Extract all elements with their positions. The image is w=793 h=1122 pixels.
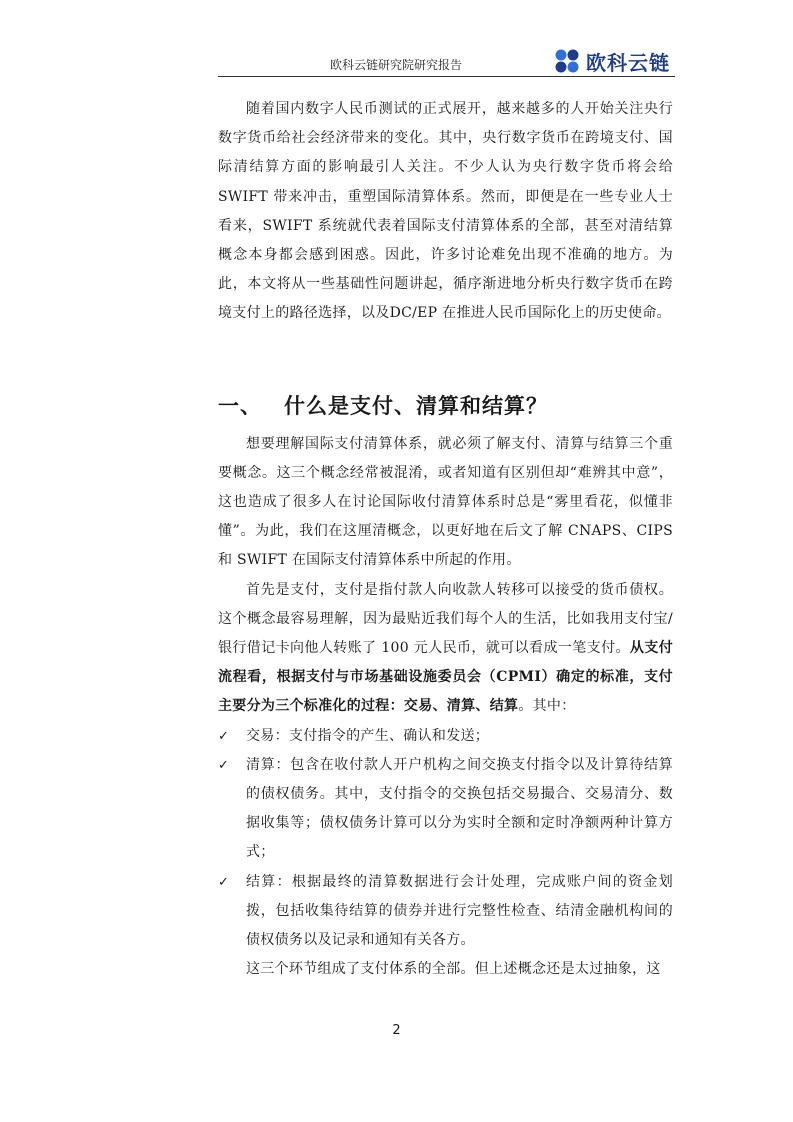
payment-paragraph (218, 576, 673, 722)
intro-paragraph: 随着国内数字人民币测试的正式展开，越来越多的人开始关注央行数字货币给社会经济带来的变化。其中，央行数字货币在跨境支付、国际清结算方面的影响最引人关注。不少人认为央行数字货币将会给 SWIFT 带来冲击，重塑国际清算体系。然而，即便是在一些专业人士看来，SWIFT 系统就代表着国际支付清算体系的全部，甚至对清结算概念本身都会感到困惑。因此，许多讨论难免出现不准确的地方。为此，本文将从一些基础性问题讲起，循序渐进地分析央行数字货币在跨境支付上的路径选择，以及DC/EP 在推进人民币国际化上的历史使命。 (218, 101, 673, 322)
section-number: 一、 (218, 393, 262, 418)
check-icon: ✓ (218, 874, 230, 890)
payment-paragraph-text: 首先是支付，支付是指付款人向收款人转移可以接受的货币债权。这个概念最容易理解，因为最贴近我们每个人的生活，比如我用支付宝/银行借记卡向他人转账了 100 元人民币，就可以看成一笔支付。 (218, 581, 673, 657)
list-item-settlement (218, 868, 673, 956)
logo-dots-icon (554, 48, 580, 74)
list-item-clearing (218, 751, 673, 868)
page-header (0, 0, 793, 80)
list-item-text: 结算：根据最终的清算数据进行会计处理，完成账户间的资金划拨，包括收集待结算的债券并进行完整性检查、结清金融机构间的债权债务以及记录和通知有关各方。 (246, 873, 673, 949)
check-icon: ✓ (218, 728, 230, 744)
concepts-paragraph: 想要理解国际支付清算体系，就必须了解支付、清算与结算三个重要概念。这三个概念经常被混淆，或者知道有区别但却“难辨其中意”，这也造成了很多人在讨论国际收付清算体系时总是“雾里看花，似懂非懂”。为此，我们在这厘清概念，以更好地在后文了解 CNAPS、CIPS 和 SWIFT 在国际支付清算体系中所起的作用。 (218, 435, 673, 569)
section-title: 什么是支付、清算和结算？ (284, 393, 548, 418)
payment-paragraph-bold: 从支付流程看，根据支付与市场基础设施委员会（CPMI）确定的标准，支付主要分为三个标准化的过程：交易、清算、结算 (218, 640, 674, 715)
logo-text: 欧科云链 (586, 50, 670, 75)
list-item-transaction (218, 722, 673, 751)
header-divider (218, 76, 675, 77)
check-icon: ✓ (218, 757, 230, 773)
list-item-text: 清算：包含在收付款人开户机构之间交换支付指令以及计算待结算的债权债务。其中，支付指令的交换包括交易撮合、交易清分、数据收集等；债权债务计算可以分为实时全额和定时净额两种计算方式； (246, 756, 673, 861)
report-body (218, 95, 673, 984)
payment-paragraph-tail: 。其中： (518, 698, 576, 715)
section-heading (218, 391, 673, 421)
list-item-text: 交易：支付指令的产生、确认和发送； (246, 727, 490, 744)
page-number: 2 (392, 1023, 401, 1038)
header-title: 欧科云链研究院研究报告 (330, 58, 463, 72)
closing-paragraph: 这三个环节组成了支付体系的全部。但上述概念还是太过抽象，这 (246, 961, 661, 978)
company-logo (554, 45, 670, 77)
